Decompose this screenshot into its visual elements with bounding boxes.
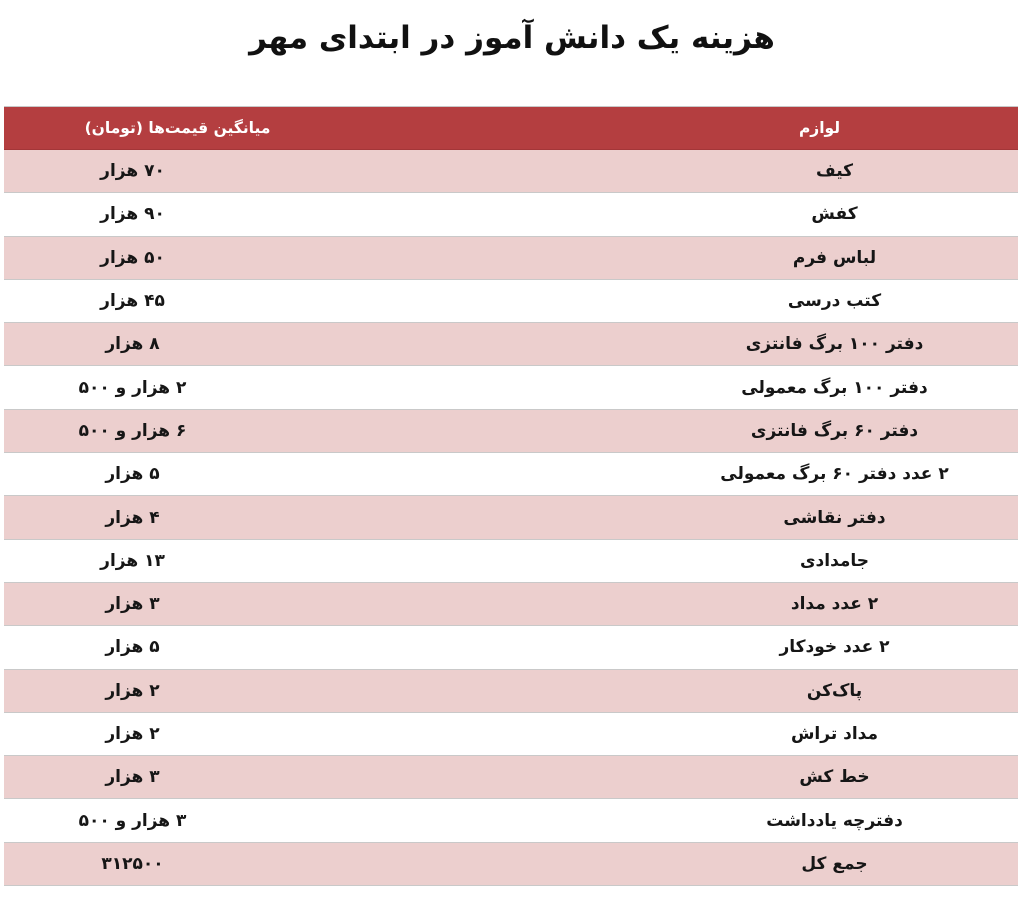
price-cell: ۵ هزار — [105, 464, 160, 485]
header-price: میانگین قیمت‌ها (تومان) — [84, 119, 271, 137]
item-cell: کفش — [811, 204, 858, 225]
item-cell: خط کش — [799, 767, 870, 788]
table-row — [4, 540, 1018, 583]
page-title: هزینه یک دانش آموز در ابتدای مهر — [249, 20, 775, 56]
price-cell: ۳ هزار و ۵۰۰ — [78, 810, 187, 831]
cost-table — [4, 106, 1018, 886]
table-row — [4, 366, 1018, 409]
table-row — [4, 756, 1018, 799]
table-row — [4, 713, 1018, 756]
item-cell: دفتر ۶۰ برگ فانتزی — [750, 420, 919, 441]
price-cell: ۲ هزار و ۵۰۰ — [78, 377, 187, 398]
table-row — [4, 626, 1018, 669]
price-cell: ۸ هزار — [105, 334, 160, 355]
price-cell: ۶ هزار و ۵۰۰ — [78, 420, 187, 441]
table-row — [4, 496, 1018, 539]
price-cell: ۱۳ هزار — [100, 550, 165, 571]
table-row — [4, 237, 1018, 280]
price-cell: ۲ هزار — [105, 680, 160, 701]
table-body — [4, 150, 1018, 886]
price-cell: ۳ هزار — [105, 767, 160, 788]
item-cell: ۲ عدد خودکار — [779, 637, 890, 658]
item-cell: جامدادی — [799, 550, 870, 571]
price-cell: ۴ هزار — [105, 507, 160, 528]
item-cell: ۲ عدد مداد — [790, 594, 879, 615]
table-row — [4, 843, 1018, 886]
item-cell: دفتر نقاشی — [783, 507, 886, 528]
table-row — [4, 453, 1018, 496]
table-row — [4, 323, 1018, 366]
price-cell: ۲ هزار — [105, 724, 160, 744]
price-cell: ۹۰ هزار — [100, 204, 165, 225]
item-cell: پاک‌کن — [806, 680, 863, 701]
item-cell: جمع کل — [801, 853, 868, 874]
table-row — [4, 193, 1018, 236]
price-cell: ۳۱۲۵۰۰ — [101, 853, 164, 874]
table-row — [4, 410, 1018, 453]
item-cell: دفتر ۱۰۰ برگ معمولی — [741, 377, 928, 398]
table-row — [4, 799, 1018, 842]
header-item: لوازم — [798, 119, 841, 137]
table-header-row — [4, 107, 1018, 150]
item-cell: دفتر ۱۰۰ برگ فانتزی — [745, 334, 924, 355]
price-cell: ۴۵ هزار — [100, 291, 165, 312]
item-cell: ۲ عدد دفتر ۶۰ برگ معمولی — [720, 464, 949, 485]
price-cell: ۵ هزار — [105, 637, 160, 658]
item-cell: کیف — [815, 161, 854, 182]
price-cell: ۵۰ هزار — [100, 247, 165, 268]
table-row — [4, 583, 1018, 626]
price-cell: ۷۰ هزار — [100, 161, 165, 182]
item-cell: مداد تراش — [790, 724, 879, 744]
item-cell: لباس فرم — [792, 247, 877, 268]
price-cell: ۳ هزار — [105, 594, 160, 615]
item-cell: کتب درسی — [787, 291, 882, 312]
table-row — [4, 670, 1018, 713]
table-row — [4, 150, 1018, 193]
item-cell: دفترچه یادداشت — [766, 810, 903, 831]
table-row — [4, 280, 1018, 323]
